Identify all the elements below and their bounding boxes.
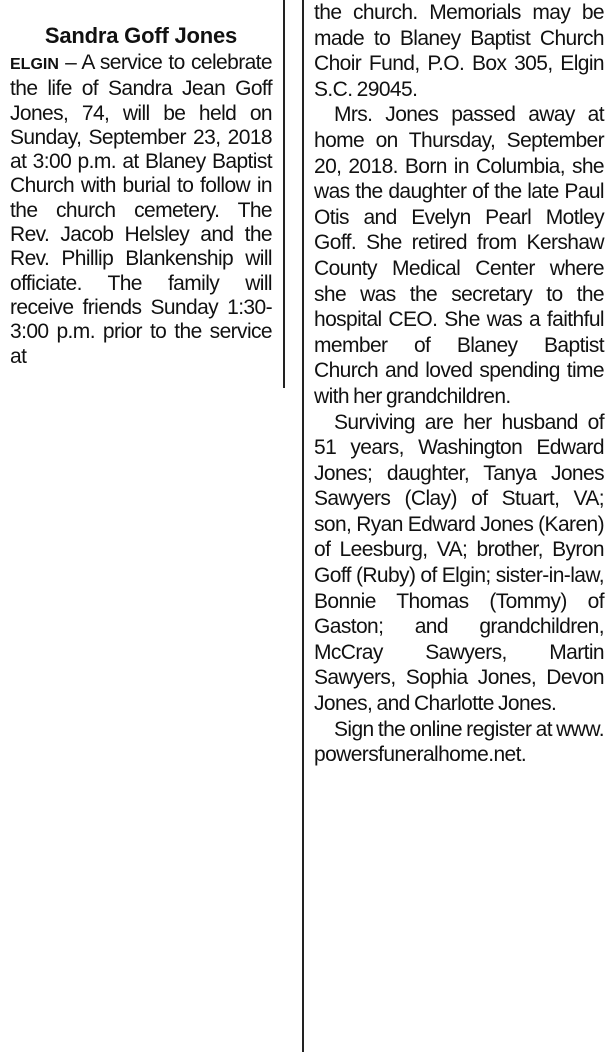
obituary-column-right [306,0,608,768]
online-register-paragraph: Sign the online register at www.powersfuneralhome.net. [314,717,604,767]
lead-text: A service to celebrate the life of Sandra Jean Goff Jones, 74, will be held on Sunday, September 23, 2018 at 3:00 p.m. at Blaney Baptist Church with burial to follow in the church cemetery. The Rev. Jacob Helsley and the Rev. Phillip Blankenship will officiate. The family will receive friends Sunday 1:30-3:00 p.m. prior to the service at [10,51,272,368]
obituary-continued-text [314,0,604,768]
biography-paragraph: Mrs. Jones passed away at home on Thursday, September 20, 2018. Born in Columbia, she was the daughter of the late Paul Otis and Evelyn Pearl Motley Goff. She retired from Kershaw County Medical Center where she was the secretary to the hospital CEO. She was a faithful member of Blaney Baptist Church and loved spending time with her grandchildren. [314,103,604,408]
dateline: ELGIN [10,56,59,73]
column-divider-long [302,0,304,1052]
memorials-paragraph: the church. Memorials may be made to Blaney Baptist Church Choir Fund, P.O. Box 305, Elgin S.C. 29045. [314,1,604,101]
survivors-paragraph: Surviving are her husband of 51 years, Washington Edward Jones; daughter, Tanya Jones Sawyers (Clay) of Stuart, VA; son, Ryan Edward Jones (Karen) of Leesburg, VA; brother, Byron Goff (Ruby) of Elgin; sister-in-law, Bonnie Thomas (Tommy) of Gaston; and grandchildren, McCray Sawyers, Martin Sawyers, Sophia Jones, Devon Jones, and Charlotte Jones. [314,410,604,716]
dateline-dash: – [58,51,82,74]
obituary-column-left [0,0,282,369]
obituary-lead-paragraph [10,51,272,369]
obituary-headline: Sandra Goff Jones [44,23,238,48]
column-divider-short [283,0,285,388]
